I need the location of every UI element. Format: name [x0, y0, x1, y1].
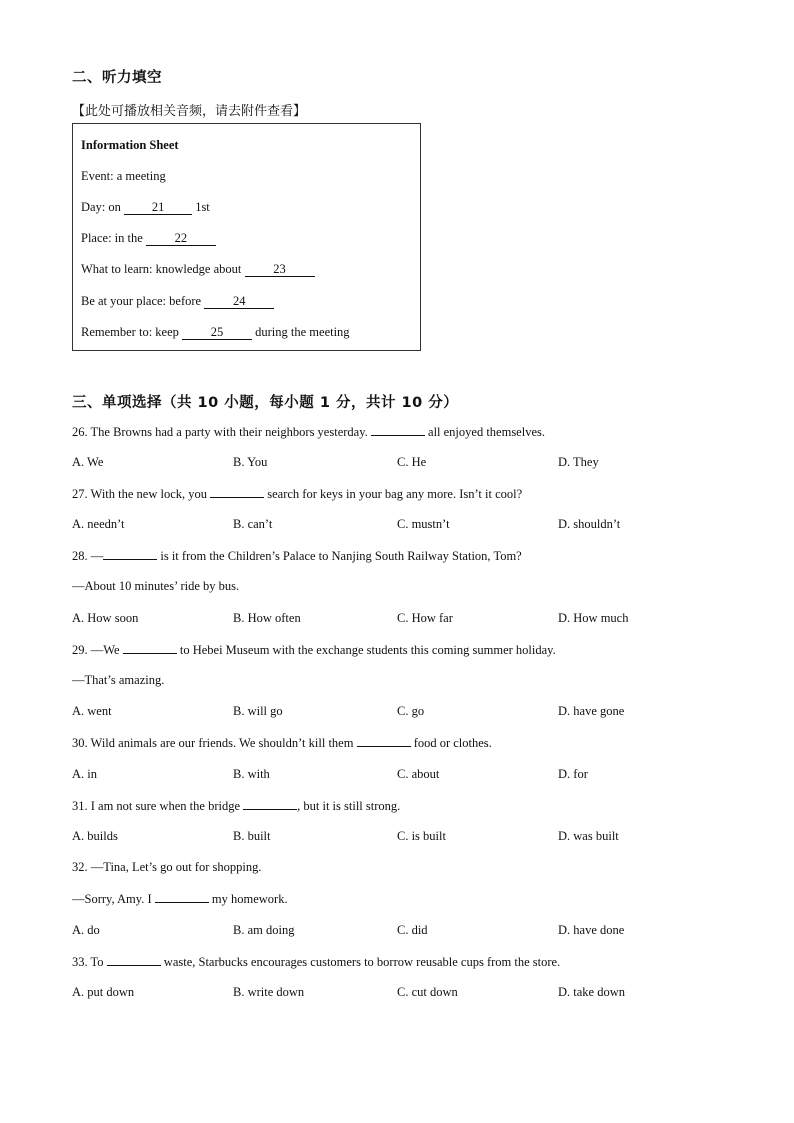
- question-text: 27. With the new lock, you: [72, 487, 211, 501]
- question-31: [72, 798, 400, 814]
- option-b: B. write down: [233, 985, 305, 999]
- option-d: D. for: [558, 767, 588, 781]
- option-d: D. take down: [558, 985, 625, 999]
- question-text: 28. —: [72, 549, 104, 563]
- option-d: D. was built: [558, 829, 619, 843]
- option-d: D. have gone: [558, 704, 625, 718]
- option-b: B. am doing: [233, 923, 295, 937]
- answer-blank: [210, 486, 264, 498]
- info-remember-prefix: Remember to: keep: [81, 325, 183, 339]
- question-text: to Hebei Museum with the exchange students this coming summer holiday.: [176, 643, 556, 657]
- option-c: C. about: [397, 767, 440, 781]
- info-remember: [81, 325, 350, 340]
- answer-blank: [243, 798, 297, 810]
- info-sheet-title: Information Sheet: [81, 138, 179, 152]
- question-text: 31. I am not sure when the bridge: [72, 799, 244, 813]
- info-remember-suffix: during the meeting: [252, 325, 350, 339]
- answer-blank: [107, 954, 161, 966]
- question-29: [72, 642, 556, 658]
- option-a: A. put down: [72, 985, 135, 999]
- question-text: food or clothes.: [410, 736, 492, 750]
- option-c: C. did: [397, 923, 428, 937]
- question-28-reply: —About 10 minutes’ ride by bus.: [72, 579, 240, 593]
- question-text: my homework.: [208, 892, 288, 906]
- answer-blank: [103, 548, 157, 560]
- option-a: A. How soon: [72, 611, 139, 625]
- info-day: [81, 200, 210, 215]
- question-text: waste, Starbucks encourages customers to borrow reusable cups from the store.: [160, 955, 561, 969]
- question-text: is it from the Children’s Palace to Nanjing South Railway Station, Tom?: [157, 549, 522, 563]
- info-day-prefix: Day: on: [81, 200, 125, 214]
- option-d: D. How much: [558, 611, 629, 625]
- question-text: 30. Wild animals are our friends. We shouldn’t kill them: [72, 736, 357, 750]
- info-place: [81, 231, 216, 246]
- answer-blank: [123, 642, 177, 654]
- info-learn: [81, 262, 315, 277]
- question-30: [72, 735, 492, 751]
- option-d: D. They: [558, 455, 599, 469]
- question-26: [72, 424, 545, 440]
- question-text: 26. The Browns had a party with their neighbors yesterday.: [72, 425, 371, 439]
- option-c: C. cut down: [397, 985, 458, 999]
- info-be-prefix: Be at your place: before: [81, 294, 205, 308]
- question-text: 33. To: [72, 955, 107, 969]
- option-c: C. He: [397, 455, 427, 469]
- blank-25: 25: [182, 326, 252, 340]
- option-a: A. builds: [72, 829, 118, 843]
- info-day-suffix: 1st: [192, 200, 210, 214]
- question-33: [72, 954, 560, 970]
- option-a: A. do: [72, 923, 100, 937]
- option-d: D. shouldn’t: [558, 517, 621, 531]
- audio-note: 【此处可播放相关音频，请去附件查看】: [72, 104, 307, 119]
- answer-blank: [357, 735, 411, 747]
- info-place-prefix: Place: in the: [81, 231, 146, 245]
- question-text: 29. —We: [72, 643, 123, 657]
- option-b: B. How often: [233, 611, 301, 625]
- info-learn-prefix: What to learn: knowledge about: [81, 262, 245, 276]
- information-sheet-box: [72, 123, 421, 351]
- option-c: C. mustn’t: [397, 517, 450, 531]
- question-27: [72, 486, 522, 502]
- option-d: D. have done: [558, 923, 625, 937]
- option-b: B. will go: [233, 704, 283, 718]
- blank-23: 23: [245, 263, 315, 277]
- option-a: A. went: [72, 704, 112, 718]
- answer-blank: [371, 424, 425, 436]
- question-32-reply: [72, 891, 288, 907]
- option-b: B. with: [233, 767, 270, 781]
- question-text: , but it is still strong.: [297, 799, 401, 813]
- question-text: —Sorry, Amy. I: [72, 892, 155, 906]
- option-b: B. can’t: [233, 517, 273, 531]
- info-event: Event: a meeting: [81, 169, 166, 183]
- option-c: C. How far: [397, 611, 453, 625]
- option-c: C. is built: [397, 829, 446, 843]
- blank-21: 21: [124, 201, 192, 215]
- option-b: B. You: [233, 455, 268, 469]
- option-b: B. built: [233, 829, 271, 843]
- section-heading-listening: 二、听力填空: [72, 70, 162, 86]
- question-text: search for keys in your bag any more. Isn’t it cool?: [264, 487, 523, 501]
- blank-22: 22: [146, 232, 216, 246]
- question-text: all enjoyed themselves.: [424, 425, 545, 439]
- question-28: [72, 548, 522, 564]
- info-be: [81, 294, 274, 309]
- option-c: C. go: [397, 704, 425, 718]
- question-29-reply: —That’s amazing.: [72, 673, 165, 687]
- option-a: A. needn’t: [72, 517, 125, 531]
- option-a: A. We: [72, 455, 104, 469]
- answer-blank: [155, 891, 209, 903]
- option-a: A. in: [72, 767, 97, 781]
- section-heading-choice: 三、单项选择（共 10 小题，每小题 1 分，共计 10 分）: [72, 395, 459, 411]
- question-32: 32. —Tina, Let’s go out for shopping.: [72, 860, 262, 874]
- blank-24: 24: [204, 295, 274, 309]
